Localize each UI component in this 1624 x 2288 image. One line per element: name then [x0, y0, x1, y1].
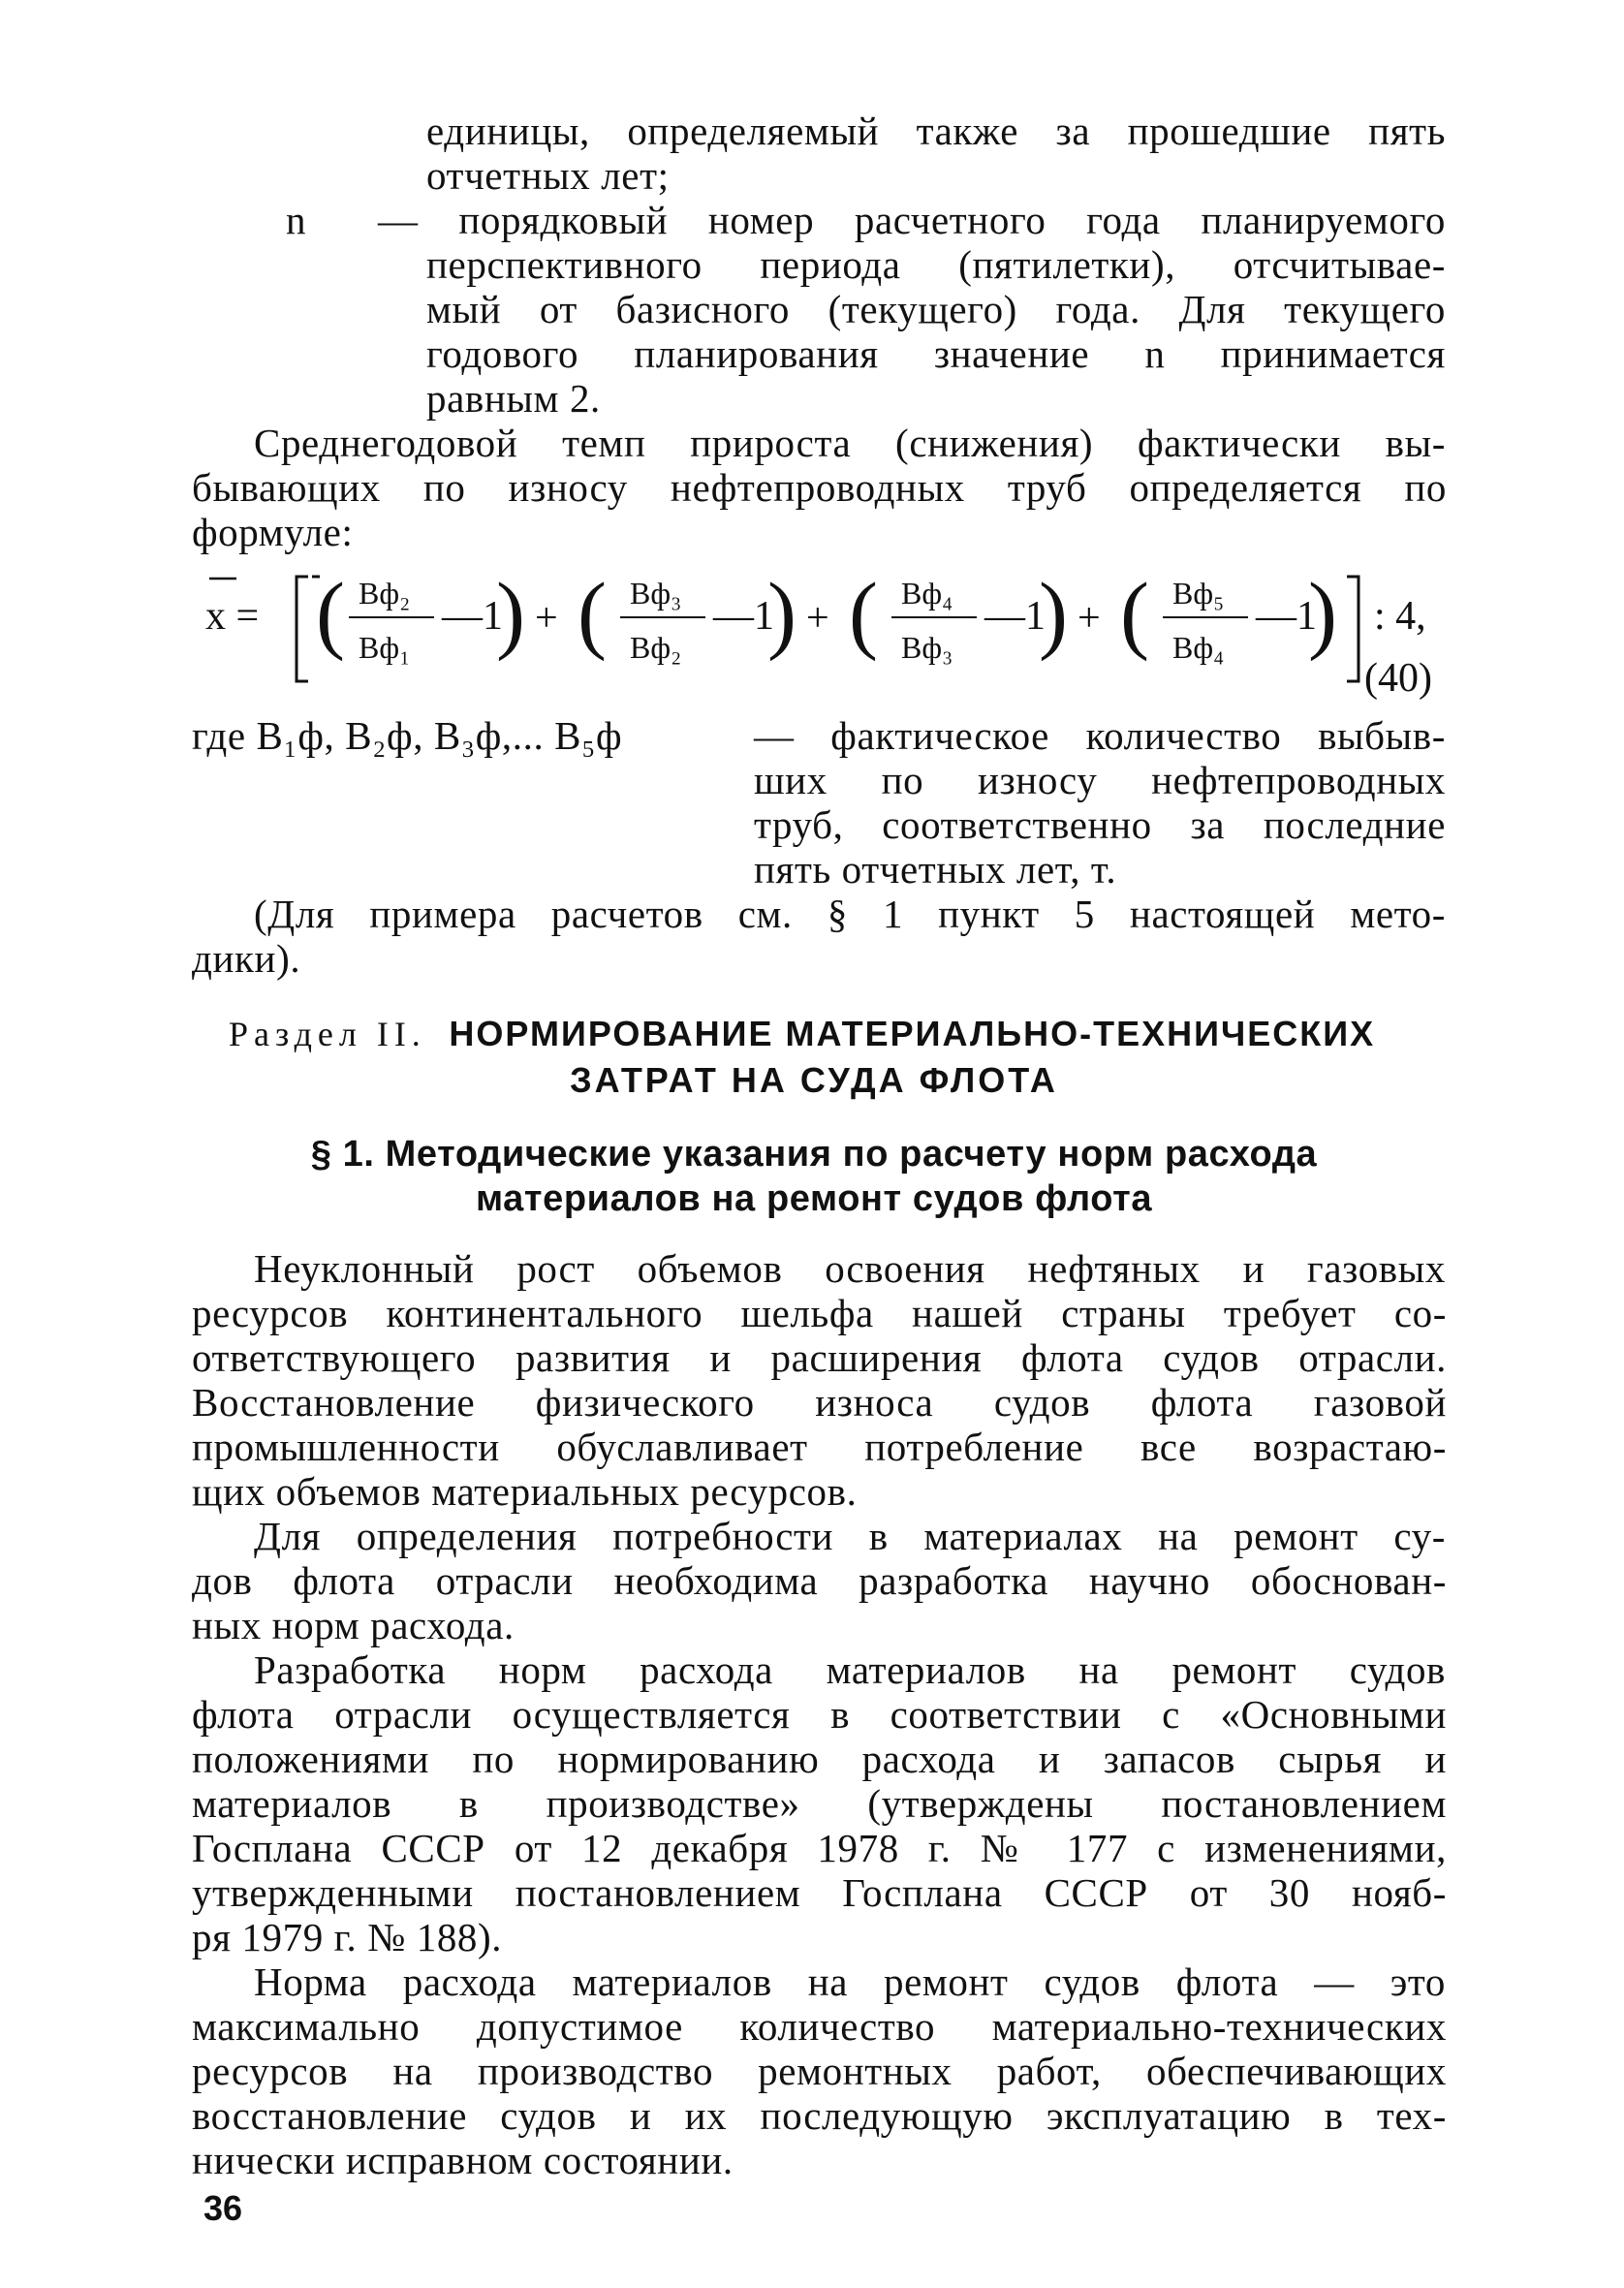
frac-4-num: Вф₅	[1172, 576, 1225, 611]
text-line: дики).	[192, 936, 301, 981]
text-line: восстановление судов и их последующую эксплуатацию в тех-	[192, 2093, 1447, 2138]
text-line: пять отчетных лет, т.	[754, 847, 1117, 892]
text-line: ресурсов континентального шельфа нашей страны требует со-	[192, 1291, 1447, 1335]
frac-3-den: Вф₃	[901, 630, 953, 665]
text-line: нически исправном состоянии.	[192, 2138, 734, 2182]
text-line: годового планирования значение n принимается	[426, 331, 1446, 376]
section-heading	[229, 1012, 1450, 1056]
text-line: Госплана СССР от 12 декабря 1978 г. № 177 с изменениями,	[192, 1826, 1447, 1870]
frac-1-num: Вф₂	[359, 576, 411, 611]
svg-text:(: (	[1120, 567, 1149, 662]
svg-text:): )	[1039, 567, 1068, 662]
paragraph-heading: § 1. Методические указания по расчету норм расхода	[310, 1134, 1318, 1175]
text-line: материалов в производстве» (утверждены постановлением	[192, 1781, 1447, 1826]
text-line: Неуклонный рост объемов освоения нефтяных и газовых	[254, 1246, 1446, 1291]
svg-text:): )	[496, 567, 525, 662]
text-line: промышленности обуславливает потребление все возрастаю-	[192, 1425, 1447, 1469]
frac-2-den: Вф₂	[630, 630, 682, 665]
plus-sign: +	[1077, 596, 1101, 641]
text-line: Норма расхода материалов на ремонт судов флота — это	[254, 1959, 1446, 2004]
text-line: перспективного периода (пятилетки), отсчитывае-	[426, 242, 1446, 287]
minus-one: —1	[442, 594, 503, 639]
formula-number: (40)	[1364, 656, 1432, 701]
text-line: ря 1979 г. № 188).	[192, 1915, 503, 1959]
text-line: формуле:	[192, 510, 354, 554]
text-line: ответствующего развития и расширения флота судов отрасли.	[192, 1335, 1447, 1380]
svg-text:(: (	[578, 567, 607, 662]
section-title-continued: ЗАТРАТ НА СУДА ФЛОТА	[570, 1060, 1058, 1100]
svg-text:): )	[767, 567, 796, 662]
paragraph-heading-continued: материалов на ремонт судов флота	[475, 1178, 1153, 1219]
text-line: единицы, определяемый также за прошедшие пять	[426, 109, 1446, 153]
n-symbol: n	[286, 198, 307, 242]
frac-1-den: Вф₁	[359, 630, 411, 665]
plus-sign: +	[806, 596, 829, 641]
svg-text:): )	[1308, 567, 1337, 662]
text-line: утвержденными постановлением Госплана СССР от 30 нояб-	[192, 1870, 1447, 1915]
text-line: равным 2.	[426, 376, 601, 421]
formula-tail: : 4,	[1374, 594, 1426, 639]
text-line: Для определения потребности в материалах на ремонт су-	[254, 1514, 1446, 1558]
minus-one: —1	[1256, 594, 1317, 639]
text-line: Восстановление физического износа судов флота газовой	[192, 1380, 1447, 1425]
text-line: — порядковый номер расчетного года планируемого	[378, 198, 1446, 242]
plus-sign: +	[535, 596, 558, 641]
text-line: отчетных лет;	[426, 153, 670, 198]
text-line: мый от базисного (текущего) года. Для текущего	[426, 287, 1446, 331]
text-line: (Для примера расчетов см. § 1 пункт 5 настоящей мето-	[254, 892, 1446, 936]
text-line: труб, соответственно за последние	[754, 802, 1446, 847]
formula-lhs: x =	[205, 594, 260, 639]
text-line: дов флота отрасли необходима разработка научно обоснован-	[192, 1558, 1447, 1603]
text-line: — фактическое количество выбыв-	[754, 713, 1446, 758]
text-line: Разработка норм расхода материалов на ремонт судов	[254, 1647, 1446, 1692]
formula-40	[194, 567, 1453, 712]
section-label: Раздел II.	[229, 1015, 426, 1053]
text-line: щих объемов материальных ресурсов.	[192, 1469, 858, 1514]
text-line: Среднегодовой темп прироста (снижения) фактически вы-	[254, 421, 1446, 465]
where-lead: где В₁ф, В₂ф, В₃ф,... В₅ф	[192, 713, 623, 758]
text-line: флота отрасли осуществляется в соответствии с «Основными	[192, 1692, 1447, 1737]
minus-one: —1	[984, 594, 1046, 639]
text-line: ных норм расхода.	[192, 1603, 515, 1647]
text-line: ших по износу нефтепроводных	[754, 758, 1446, 802]
page-number: 36	[203, 2188, 243, 2228]
frac-3-num: Вф₄	[901, 576, 953, 611]
section-title: НОРМИРОВАНИЕ МАТЕРИАЛЬНО-ТЕХНИЧЕСКИХ	[449, 1014, 1376, 1053]
text-line: положениями по нормированию расхода и запасов сырья и	[192, 1737, 1447, 1781]
text-line: ресурсов на производство ремонтных работ, обеспечивающих	[192, 2049, 1447, 2093]
svg-text:(: (	[316, 567, 345, 662]
frac-4-den: Вф₄	[1172, 630, 1225, 665]
minus-one: —1	[713, 594, 774, 639]
text-line: бывающих по износу нефтепроводных труб определяется по	[192, 465, 1447, 510]
formula-svg	[194, 567, 1453, 712]
svg-text:(: (	[849, 567, 878, 662]
frac-2-num: Вф₃	[630, 576, 682, 611]
text-line: максимально допустимое количество материально-технических	[192, 2004, 1447, 2049]
